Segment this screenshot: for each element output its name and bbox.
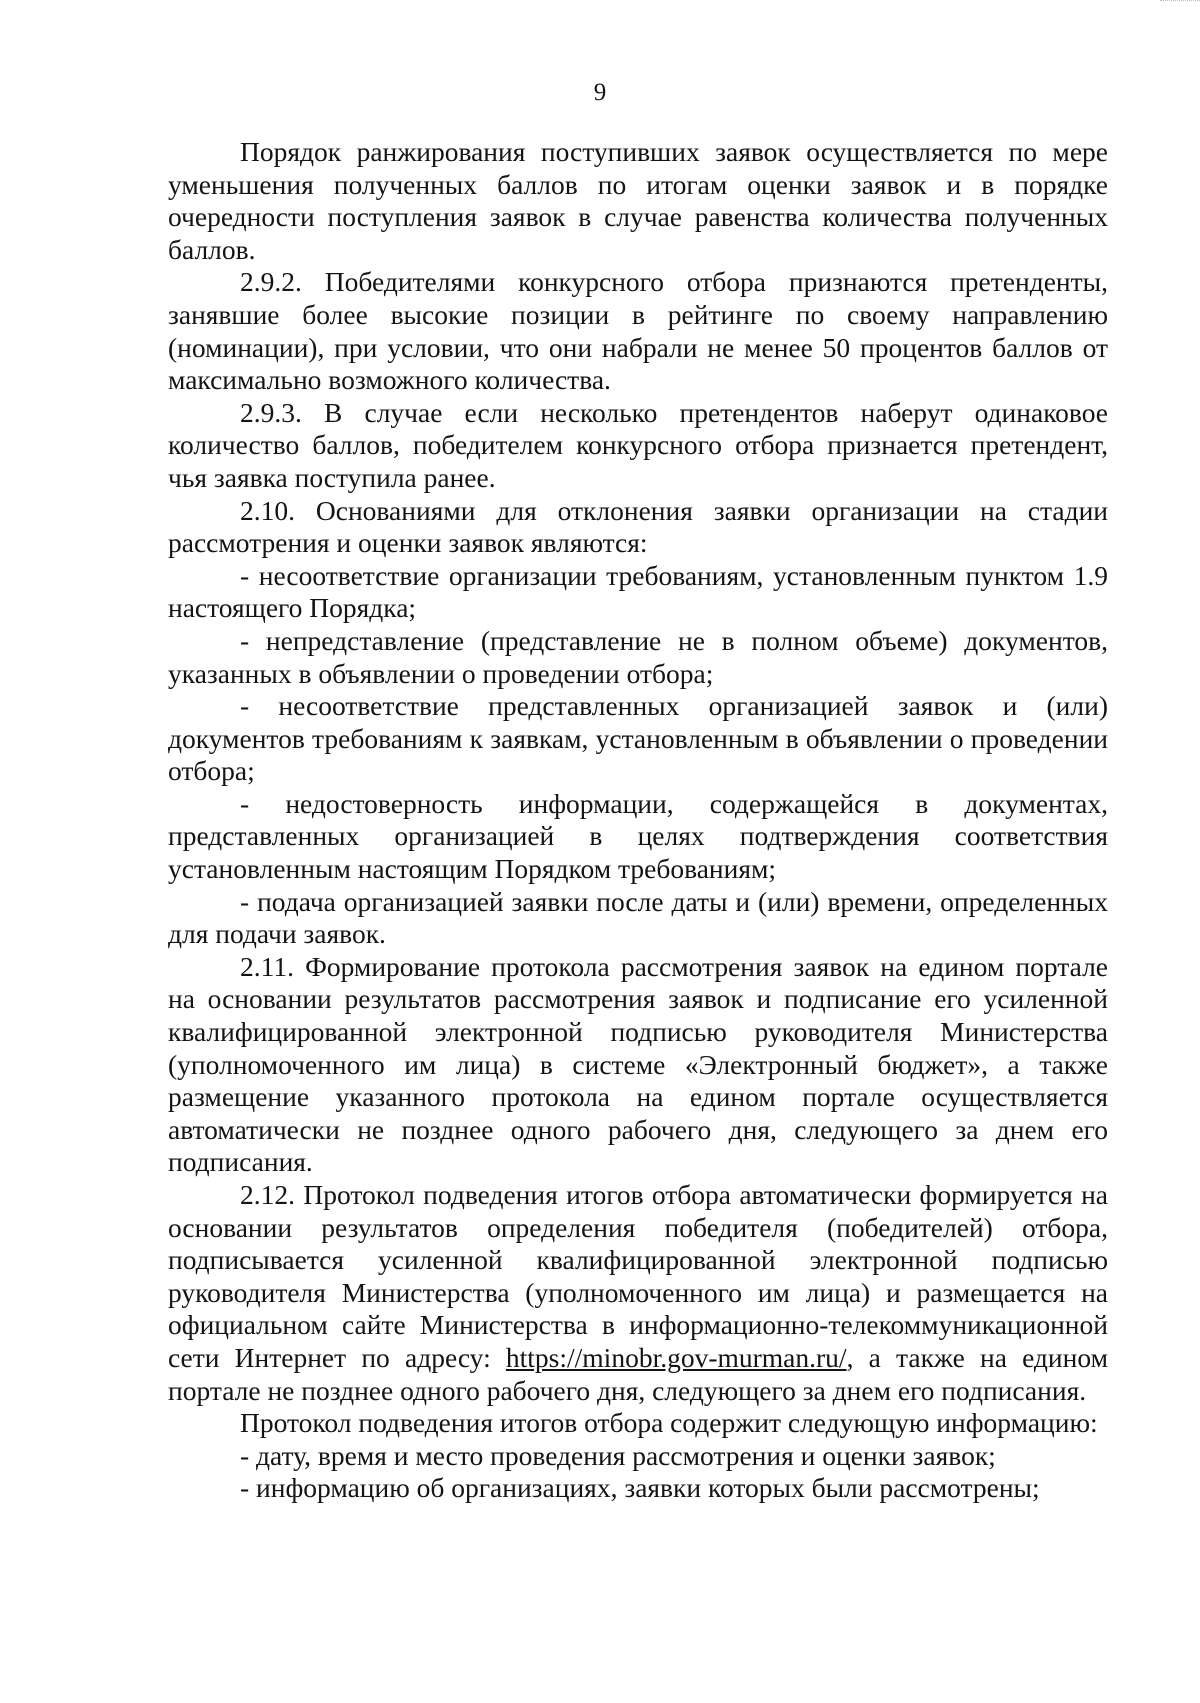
paragraph-2-11: 2.11. Формирование протокола рассмотрения заявок на едином портале на основании результатов рассмотрения заявок и подписание его усиленной квалифицированной электронной подписью руководителя Министерства (уполномоченного им лица) в системе «Электронный бюджет», а также размещение указанного протокола на едином портале осуществляется автоматически не позднее одного рабочего дня, следующего за днем его подписания. [168, 950, 1108, 1178]
list-item-unreliable-info: - недостоверность информации, содержащейся в документах, представленных организацией в целях подтверждения соответствия установленным настоящим Порядком требованиям; [168, 787, 1108, 885]
paragraph-ranking-order: Порядок ранжирования поступивших заявок осуществляется по мере уменьшения полученных баллов по итогам оценки заявок и в порядке очередности поступления заявок в случае равенства количества полученных баллов. [168, 136, 1108, 265]
list-item-documents-missing: - непредставление (представление не в полном объеме) документов, указанных в объявлении о проведении отбора; [168, 624, 1108, 689]
page-number: 9 [593, 79, 607, 106]
list-item-date-time-place: - дату, время и место проведения рассмотрения и оценки заявок; [240, 1439, 996, 1471]
list-item-requirements-mismatch: - несоответствие организации требованиям, установленным пунктом 1.9 настоящего Порядка; [168, 559, 1108, 624]
scan-corner-mark [1160, 0, 1200, 13]
document-body [168, 136, 1108, 1505]
list-item-late-submission: - подача организацией заявки после даты и (или) времени, определенных для подачи заявок. [168, 885, 1108, 950]
paragraph-2-12 [168, 1179, 1108, 1407]
ministry-website-link[interactable]: https://minobr.gov-murman.ru/ [505, 1341, 847, 1373]
paragraph-protocol-contents: Протокол подведения итогов отбора содержит следующую информацию: [240, 1407, 1098, 1439]
list-item-organizations-reviewed: - информацию об организациях, заявки которых были рассмотрены; [240, 1472, 1040, 1504]
paragraph-2-12-text-end: , а также на едином портале не позднее одного рабочего дня, следующего за днем его подписания. [168, 1341, 1108, 1406]
paragraph-2-9-2: 2.9.2. Победителями конкурсного отбора признаются претенденты, занявшие более высокие позиции в рейтинге по своему направлению (номинации), при условии, что они набрали не менее 50 процентов баллов от максимально возможного количества. [168, 266, 1108, 396]
paragraph-2-12-text-start: 2.12. Протокол подведения итогов отбора автоматически формируется на основании результатов определения победителя (победителей) отбора, подписывается усиленной квалифицированной электронной подписью руководителя Министерства (уполномоченного им лица) и размещается на официальном сайте Министерства в информационно-телекоммуникационной сети Интернет по адресу: [168, 1179, 1108, 1373]
paragraph-2-9-3: 2.9.3. В случае если несколько претендентов наберут одинаковое количество баллов, победителем конкурсного отбора признается претендент, чья заявка поступила ранее. [168, 396, 1108, 493]
paragraph-2-10: 2.10. Основаниями для отклонения заявки организации на стадии рассмотрения и оценки заявок являются: [168, 494, 1108, 559]
list-item-documents-mismatch: - несоответствие представленных организацией заявок и (или) документов требованиям к заявкам, установленным в объявлении о проведении отбора; [168, 690, 1108, 787]
